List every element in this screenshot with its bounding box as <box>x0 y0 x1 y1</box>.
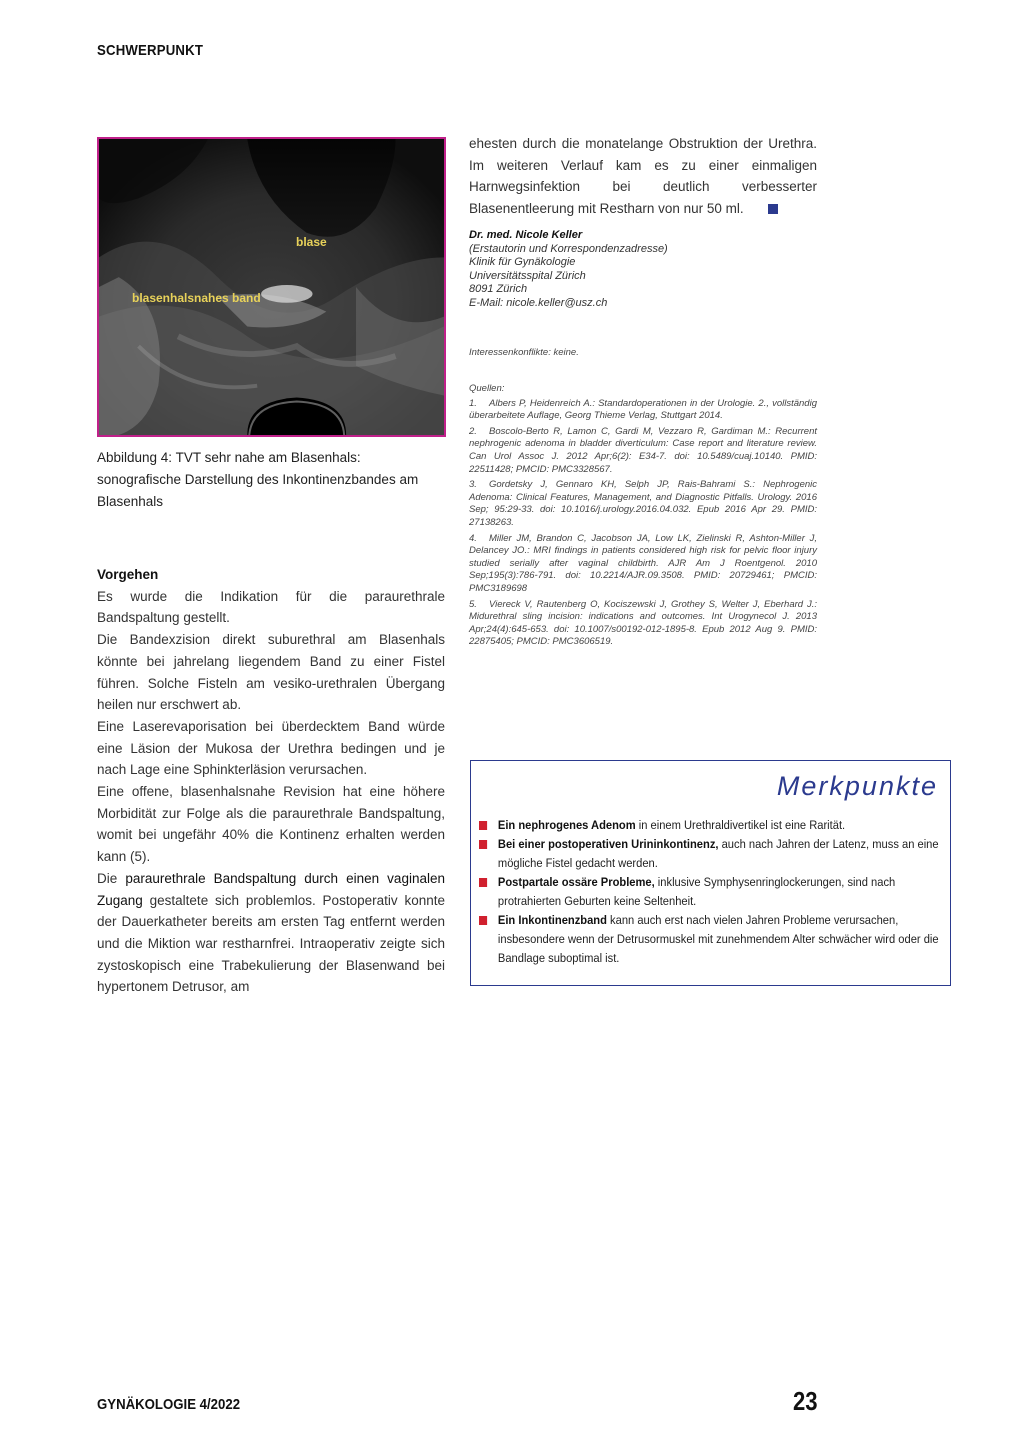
reference-item <box>469 398 817 423</box>
reference-number: 3. <box>469 479 477 491</box>
reference-number: 1. <box>469 397 477 409</box>
bullet-square-icon <box>479 840 487 849</box>
reference-number: 2. <box>469 425 477 437</box>
merkpunkt-item <box>479 873 958 911</box>
ultrasound-image <box>99 139 444 435</box>
author-hospital: Universitätsspital Zürich <box>469 269 586 282</box>
conflicts-statement: Interessenkonflikte: keine. <box>469 347 579 358</box>
end-square-icon <box>768 204 778 214</box>
merkpunkt-item <box>479 816 958 835</box>
paragraph: ehesten durch die monatelange Obstruktion der Urethra. Im weiteren Verlauf kam es zu einer einmaligen Harnwegsinfektion bei deutlich verbesserter Blasenentleerung mit Restharn von nur 50 ml. <box>469 136 817 216</box>
section-heading-vorgehen: Vorgehen <box>97 567 159 582</box>
merkpunkt-text: inklusive Symphysenringlockerungen, sind nach protrahierten Geburten keine Seltenheit. <box>497 875 896 908</box>
merkpunkt-text: kann auch erst nach vielen Jahren Probleme verursachen, insbesondere wenn der Detrusormuskel mit zunehmendem Alter schwächer wird oder die Bandlage suboptimal ist. <box>497 913 939 965</box>
paragraph: Eine offene, blasenhalsnahe Revision hat eine höhere Morbidität zur Folge als die paraurethrale Bandspaltung, womit bei ungefähr 40% die Kontinenz erhalten werden kann (5). <box>97 784 445 865</box>
merkpunkt-bold: Ein Inkontinenzband <box>497 913 607 927</box>
merkpunkt-bold: Postpartale ossäre Probleme, <box>497 875 655 889</box>
reference-item <box>469 479 817 529</box>
merkpunkt-item <box>479 911 958 968</box>
paragraph: Die Bandexzision direkt suburethral am Blasenhals könnte bei jahrelang liegendem Band zu einer Fistel führen. Solche Fisteln am vesiko-urethralen Übergang heilen nur erschwert ab. <box>97 632 445 713</box>
references-heading: Quellen: <box>469 383 505 394</box>
journal-issue: GYNÄKOLOGIE 4/2022 <box>97 1396 241 1413</box>
page-number: 23 <box>793 1386 818 1416</box>
reference-text: Albers P, Heidenreich A.: Standardoperationen in der Urologie. 2., vollständig überarbeitete Auflage, Georg Thieme Verlag, Stuttgart 2014. <box>469 397 817 422</box>
bullet-square-icon <box>479 878 487 887</box>
reference-text: Viereck V, Rautenberg O, Kociszewski J, Grothey S, Welter J, Eberhard J.: Midurethral sling incision: indications and outcomes. Int Urogynecol J. 2013 Apr;24(4):645-653. doi: 10.1007/s00192-012-1895-8. Epub 2012 Aug 9. PMID: 22875405; PMCID: PMC3606519. <box>469 598 817 648</box>
figure-label-band: blasenhalsnahes band <box>132 291 261 305</box>
reference-number: 5. <box>469 598 477 610</box>
merkpunkte-title: Merkpunkte <box>776 771 938 801</box>
merkpunkt-text: in einem Urethraldivertikel ist eine Rarität. <box>635 818 846 832</box>
author-email: E-Mail: nicole.keller@usz.ch <box>469 296 608 309</box>
merkpunkt-bold: Bei einer postoperativen Urininkontinenz, <box>497 837 719 851</box>
bullet-square-icon <box>479 916 487 925</box>
bullet-square-icon <box>479 821 487 830</box>
right-column-text <box>469 133 817 219</box>
figure-label-blase: blase <box>296 235 327 249</box>
author-name: Dr. med. Nicole Keller <box>469 229 583 241</box>
references <box>469 383 817 652</box>
merkpunkt-text: auch nach Jahren der Latenz, muss an eine mögliche Fistel gedacht werden. <box>497 837 939 870</box>
paragraph <box>97 868 445 998</box>
reference-text: Gordetsky J, Gennaro KH, Selph JP, Rais-Bahrami S.: Nephrogenic Adenoma: Clinical Features, Management, and Diagnostic Pitfalls. Urology. 2016 Sep; 95:29-33. doi: 10.1016/j.urology.2016.04.032. Epub 2016 Apr 29. PMID: 27138263. <box>469 479 817 528</box>
highlighted-text: paraurethrale Bandspaltung durch einen vaginalen Zugang <box>97 870 445 908</box>
author-block <box>469 229 817 310</box>
text: gestaltete sich problemlos. Postoperativ konnte der Dauerkatheter bereits am ersten Tag entfernt werden und die Miktion war restharnfrei. Intraoperativ zeigte sich zystoskopisch eine Trabekulierung der Blasenwand bei hypertonem Detrusor, am <box>97 892 445 995</box>
paragraph: Eine Laserevaporisation bei überdecktem Band würde eine Läsion der Mukosa der Urethra bedingen und je nach Lage eine Sphinkterläsion verursachen. <box>97 718 445 778</box>
author-city: 8091 Zürich <box>469 283 528 295</box>
merkpunkte-box <box>470 760 951 986</box>
text: Die <box>97 870 126 886</box>
merkpunkt-bold: Ein nephrogenes Adenom <box>497 818 636 832</box>
reference-text: Miller JM, Brandon C, Jacobson JA, Low LK, Zielinski R, Ashton-Miller J, Delancey JO.: MRI findings in patients considered high risk for pelvic floor injury studied serially after vaginal childbirth. AJR Am J Roentgenol. 2010 Sep;195(3):786-791. doi: 10.2214/AJR.09.3508. PMID: 20729461; PMCID: PMC3189698 <box>469 532 817 594</box>
reference-item <box>469 599 817 649</box>
author-clinic: Klinik für Gynäkologie <box>469 256 576 268</box>
merkpunkte-list <box>479 816 941 968</box>
paragraph: Es wurde die Indikation für die paraurethrale Bandspaltung gestellt. <box>97 588 445 626</box>
reference-item <box>469 426 817 476</box>
ultrasound-figure <box>97 137 446 437</box>
left-column-text <box>97 564 445 998</box>
figure-caption: Abbildung 4: TVT sehr nahe am Blasenhals: sonografische Darstellung des Inkontinenzbandes am Blasenhals <box>97 450 419 509</box>
reference-text: Boscolo-Berto R, Lamon C, Gardi M, Vezzaro R, Gardiman M.: Recurrent nephrogenic adenoma in bladder diverticulum: Case report and literature review. Can Urol Assoc J. 2012 Apr;6(2): E34-7. doi: 10.5489/cuaj.10140. PMID: 22511428; PMCID: PMC3328567. <box>469 425 817 475</box>
merkpunkt-item <box>479 835 958 873</box>
reference-item <box>469 533 817 596</box>
author-role: (Erstautorin und Korrespondenzadresse) <box>469 242 668 255</box>
reference-number: 4. <box>469 532 477 544</box>
section-label: SCHWERPUNKT <box>97 42 204 59</box>
